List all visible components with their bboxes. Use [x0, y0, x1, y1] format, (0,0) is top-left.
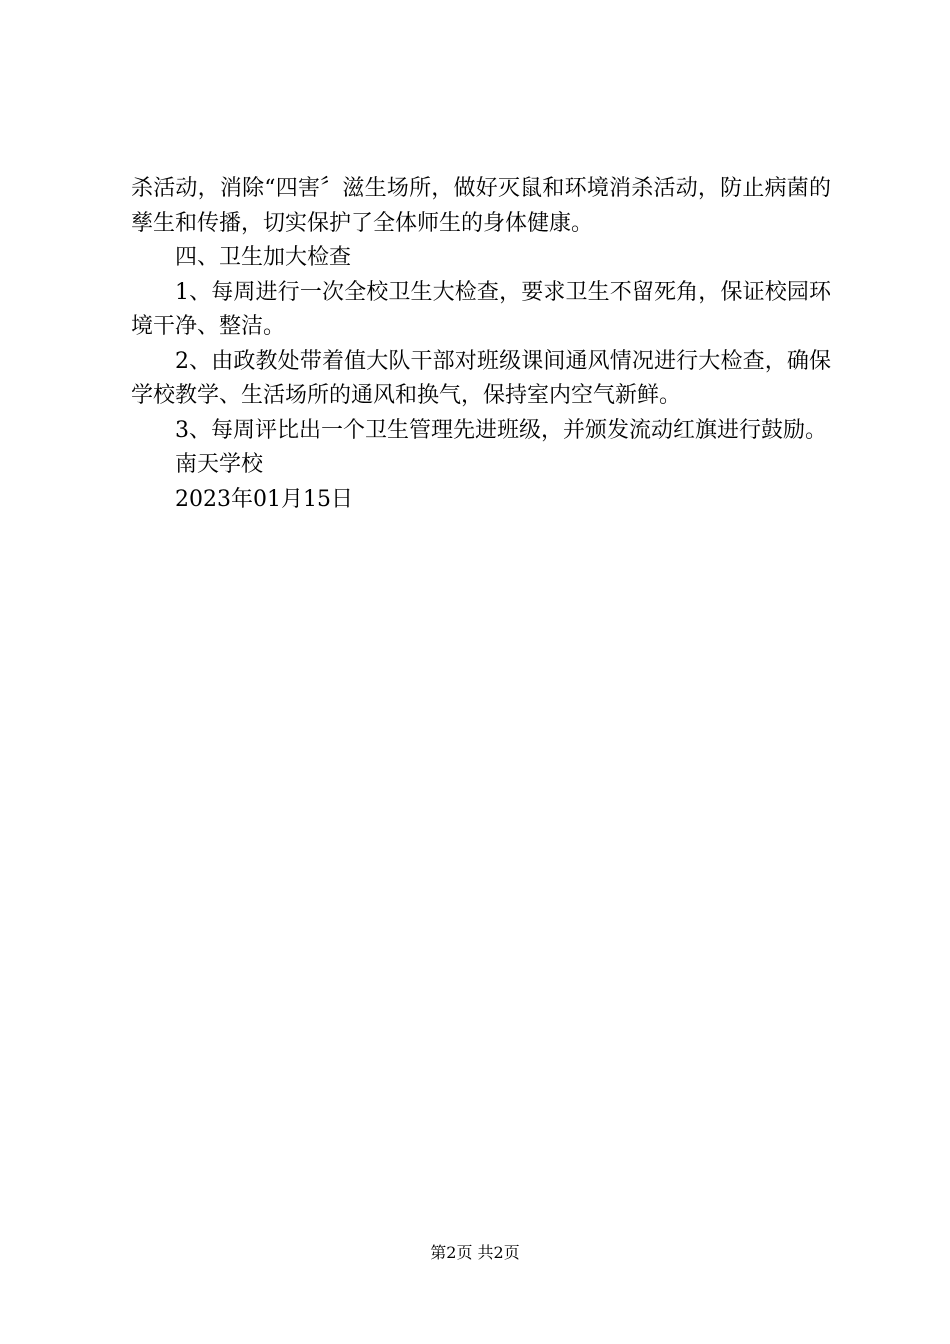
signature-organization: 南天学校 — [175, 452, 264, 477]
signature-date: 2023年01月15日 — [175, 486, 353, 512]
section-heading: 四、卫生加大检查 — [175, 245, 352, 270]
paragraph-continuation: 杀活动，消除“四害〞滋生场所，做好灭鼠和环境消杀活动，防止病菌的孳生和传播，切实保护了全体师生的身体健康。 — [131, 176, 831, 236]
document-body — [131, 172, 831, 517]
page-number-footer: 第2页 共2页 — [430, 1243, 520, 1262]
paragraph-item-1: 1、每周进行一次全校卫生大检查，要求卫生不留死角，保证校园环境干净、整洁。 — [131, 279, 831, 339]
paragraph-item-2: 2、由政教处带着值大队干部对班级课间通风情况进行大检查，确保学校教学、生活场所的通风和换气，保持室内空气新鲜。 — [131, 348, 831, 408]
paragraph-item-3: 3、每周评比出一个卫生管理先进班级，并颁发流动红旗进行鼓励。 — [175, 417, 827, 443]
